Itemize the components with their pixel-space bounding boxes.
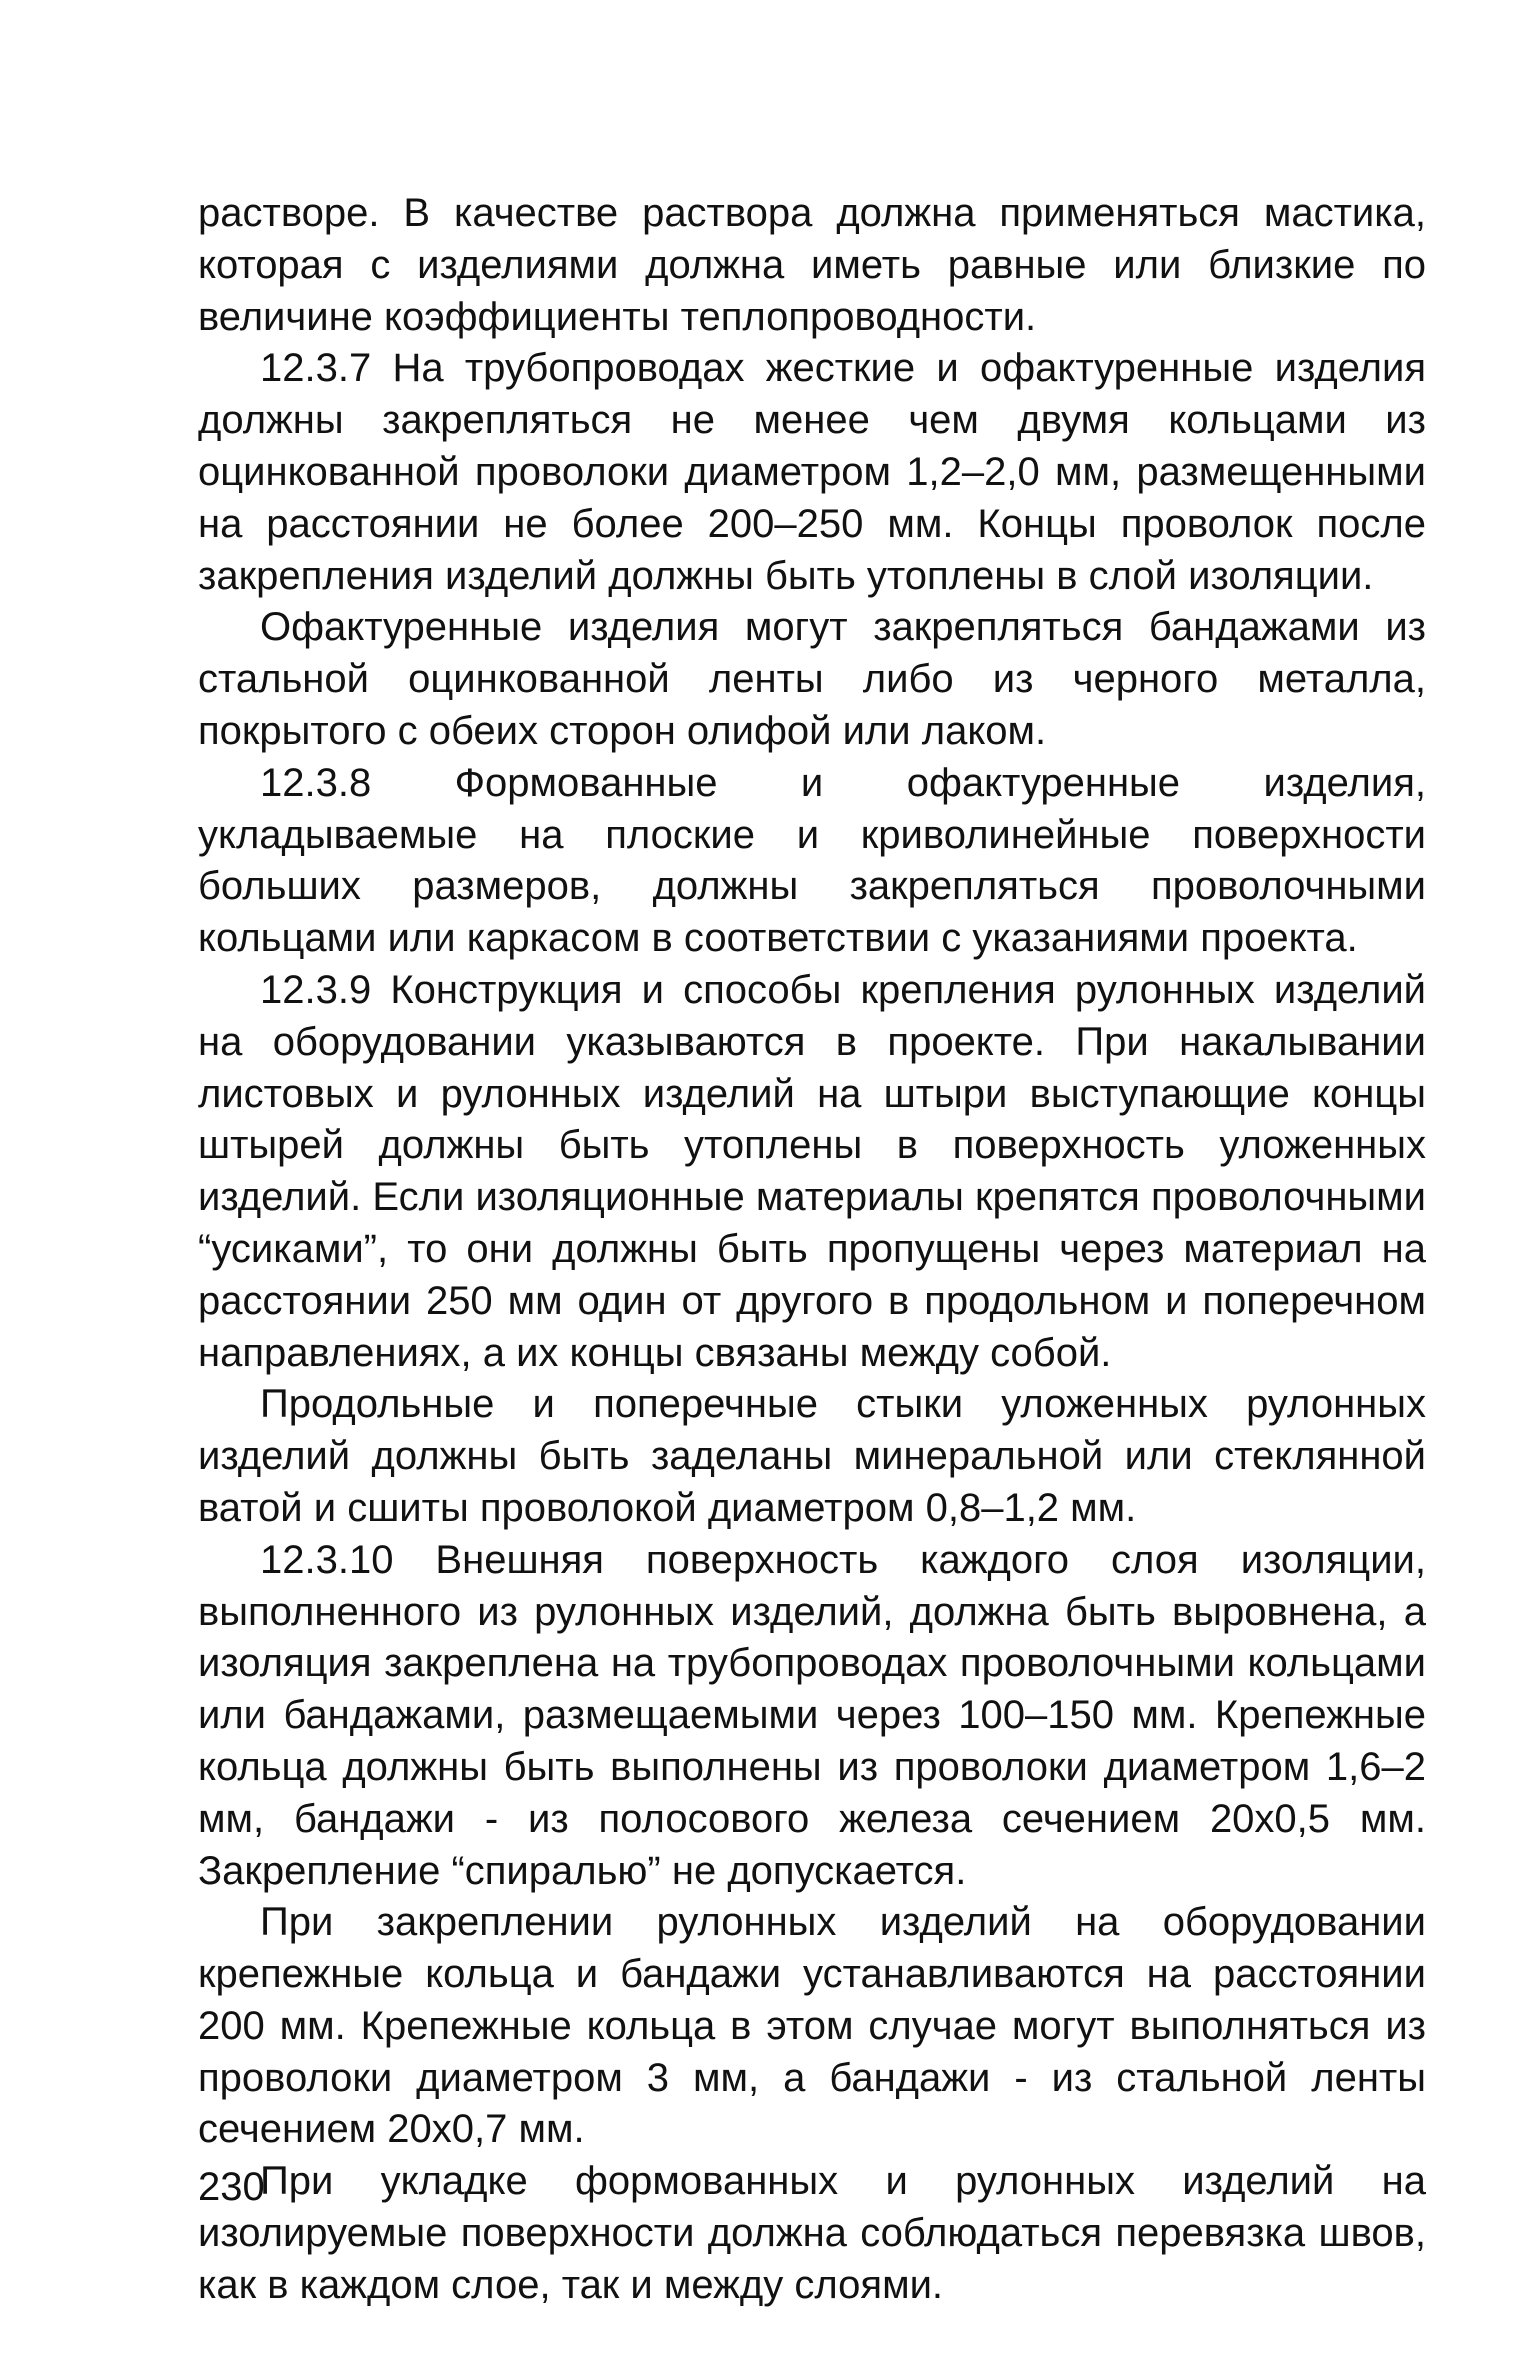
body-text — [198, 188, 1426, 2312]
paragraph-12-3-7: 12.3.7 На трубопроводах жесткие и офактуренные изделия должны закрепляться не менее чем двумя кольцами из оцинкованной проволоки диаметром 1,2–2,0 мм, размещенными на расстоянии не более 200–250 мм. Концы проволок после закрепления изделий должны быть утоплены в слой изоляции. — [198, 346, 1426, 598]
paragraph-seam-bonding: При укладке формованных и рулонных изделий на изолируемые поверхности должна соблюдаться перевязка швов, как в каждом слое, так и между слоями. — [198, 2159, 1426, 2307]
page-number: 230 — [198, 2165, 265, 2209]
paragraph-12-3-8: 12.3.8 Формованные и офактуренные изделия, укладываемые на плоские и криволинейные поверхности больших размеров, должны закрепляться проволочными кольцами или каркасом в соответствии с указаниями проекта. — [198, 760, 1426, 961]
paragraph-bandages: Офактуренные изделия могут закрепляться бандажами из стальной оцинкованной ленты либо из черного металла, покрытого с обеих сторон олифой или лаком. — [198, 605, 1426, 753]
paragraph-joints: Продольные и поперечные стыки уложенных рулонных изделий должны быть заделаны минеральной или стеклянной ватой и сшиты проволокой диаметром 0,8–1,2 мм. — [198, 1382, 1426, 1530]
paragraph-12-3-9: 12.3.9 Конструкция и способы крепления рулонных изделий на оборудовании указываются в проекте. При накалывании листовых и рулонных изделий на штыри выступающие концы штырей должны быть утоплены в поверхность уложенных изделий. Если изоляционные материалы крепятся проволочными “усиками”, то они должны быть пропущены через материал на расстоянии 250 мм один от другого в продольном и поперечном направлениях, а их концы связаны между собой. — [198, 967, 1426, 1375]
paragraph-12-3-10: 12.3.10 Внешняя поверхность каждого слоя изоляции, выполненного из рулонных изделий, должна быть выровнена, а изоляция закреплена на трубопроводах проволочными кольцами или бандажами, размещаемыми через 100–150 мм. Крепежные кольца должны быть выполнены из проволоки диаметром 1,6–2 мм, бандажи - из полосового железа сечением 20х0,5 мм. Закрепление “спиралью” не допускается. — [198, 1537, 1426, 1893]
paragraph-equipment-fastening: При закреплении рулонных изделий на оборудовании крепежные кольца и бандажи устанавливаются на расстоянии 200 мм. Крепежные кольца в этом случае могут выполняться из проволоки диаметром 3 мм, а бандажи - из стальной ленты сечением 20х0,7 мм. — [198, 1900, 1426, 2152]
paragraph-continuation: растворе. В качестве раствора должна применяться мастика, которая с изделиями должна иметь равные или близкие по величине коэффициенты теплопроводности. — [198, 191, 1426, 339]
